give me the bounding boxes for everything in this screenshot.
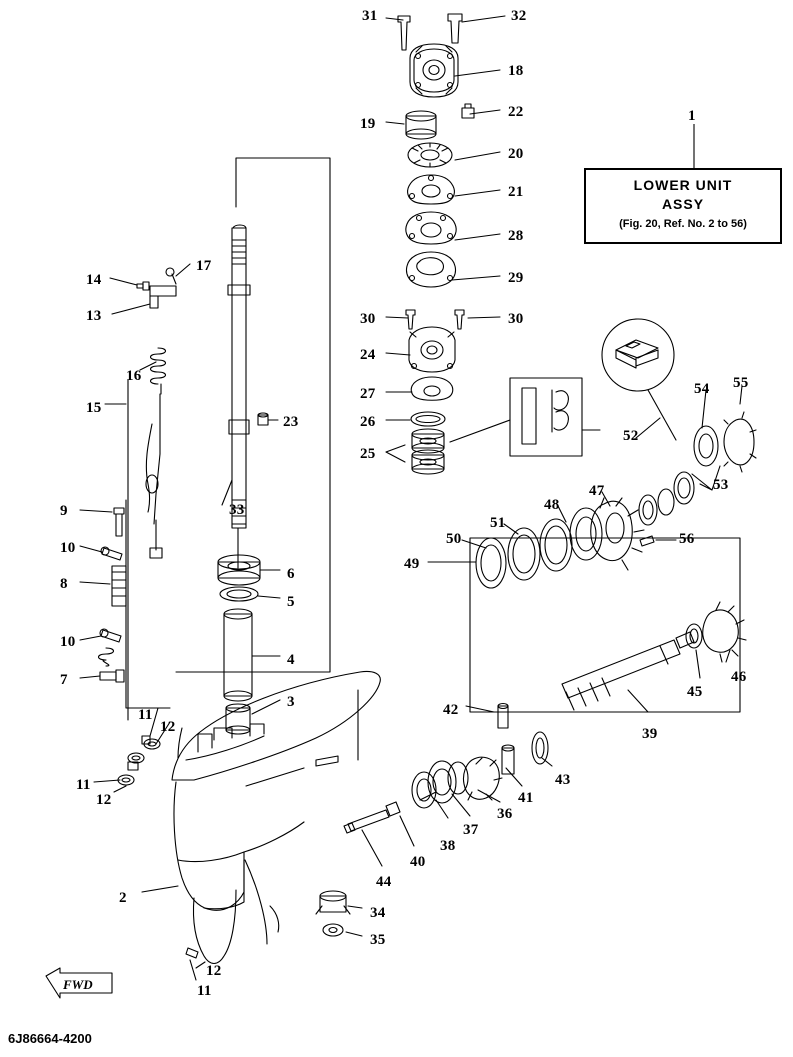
assy-line-2: ASSY bbox=[661, 196, 705, 212]
assy-line-3: (Fig. 20, Ref. No. 2 to 56) bbox=[619, 218, 747, 230]
callout-number: 16 bbox=[126, 368, 142, 384]
callout-number: 6 bbox=[287, 566, 295, 582]
callout-number: 48 bbox=[544, 497, 560, 513]
callout-number: 2 bbox=[119, 890, 127, 906]
callout-number: 10 bbox=[60, 634, 76, 650]
callout-number: 49 bbox=[404, 556, 420, 572]
fwd-label: FWD bbox=[63, 977, 93, 992]
callout-number: 24 bbox=[360, 347, 376, 363]
callout-number: 19 bbox=[360, 116, 376, 132]
callout-number: 53 bbox=[713, 477, 729, 493]
callout-number: 23 bbox=[283, 414, 299, 430]
callout-number: 12 bbox=[160, 719, 176, 735]
callout-number: 30 bbox=[508, 311, 524, 327]
callout-number: 50 bbox=[446, 531, 462, 547]
callout-number: 20 bbox=[508, 146, 524, 162]
assy-line-1: LOWER UNIT bbox=[633, 177, 733, 193]
callout-number: 47 bbox=[589, 483, 605, 499]
callout-number: 15 bbox=[86, 400, 102, 416]
callout-number: 51 bbox=[490, 515, 506, 531]
callout-number: 5 bbox=[287, 594, 295, 610]
callout-number: 37 bbox=[463, 822, 479, 838]
callout-number: 12 bbox=[206, 963, 222, 979]
callout-number: 10 bbox=[60, 540, 76, 556]
callout-number: 17 bbox=[196, 258, 212, 274]
callout-number: 46 bbox=[731, 669, 747, 685]
callout-number: 28 bbox=[508, 228, 524, 244]
callout-number: 45 bbox=[687, 684, 703, 700]
callout-number: 8 bbox=[60, 576, 68, 592]
callout-number: 36 bbox=[497, 806, 513, 822]
callout-number: 25 bbox=[360, 446, 376, 462]
callout-number: 43 bbox=[555, 772, 571, 788]
callout-number: 27 bbox=[360, 386, 376, 402]
part-code: 6J86664-4200 bbox=[8, 1031, 92, 1046]
callout-number: 39 bbox=[642, 726, 658, 742]
callout-number: 41 bbox=[518, 790, 534, 806]
callout-number: 30 bbox=[360, 311, 376, 327]
callout-number: 56 bbox=[679, 531, 695, 547]
callout-number: 11 bbox=[197, 983, 212, 999]
callout-number: 33 bbox=[229, 502, 245, 518]
callout-number: 14 bbox=[86, 272, 102, 288]
callout-number: 21 bbox=[508, 184, 524, 200]
callout-number: 32 bbox=[511, 8, 527, 24]
callout-number: 35 bbox=[370, 932, 386, 948]
callout-number: 38 bbox=[440, 838, 456, 854]
callout-number: 29 bbox=[508, 270, 524, 286]
callout-number: 4 bbox=[287, 652, 295, 668]
callout-number: 13 bbox=[86, 308, 102, 324]
assy-leader-line bbox=[660, 120, 720, 180]
callout-number: 42 bbox=[443, 702, 459, 718]
callout-number: 26 bbox=[360, 414, 376, 430]
callout-number: 12 bbox=[96, 792, 112, 808]
callout-number: 9 bbox=[60, 503, 68, 519]
callout-number: 34 bbox=[370, 905, 386, 921]
callout-number: 54 bbox=[694, 381, 710, 397]
callout-number: 11 bbox=[76, 777, 91, 793]
callout-number: 3 bbox=[287, 694, 295, 710]
callout-number: 11 bbox=[138, 707, 153, 723]
callout-number: 55 bbox=[733, 375, 749, 391]
callout-number: 40 bbox=[410, 854, 426, 870]
callout-number: 1 bbox=[688, 108, 696, 124]
callout-number: 44 bbox=[376, 874, 392, 890]
callout-number: 18 bbox=[508, 63, 524, 79]
callout-number: 7 bbox=[60, 672, 68, 688]
callout-number: 52 bbox=[623, 428, 639, 444]
callout-number: 22 bbox=[508, 104, 524, 120]
callout-number: 31 bbox=[362, 8, 378, 24]
